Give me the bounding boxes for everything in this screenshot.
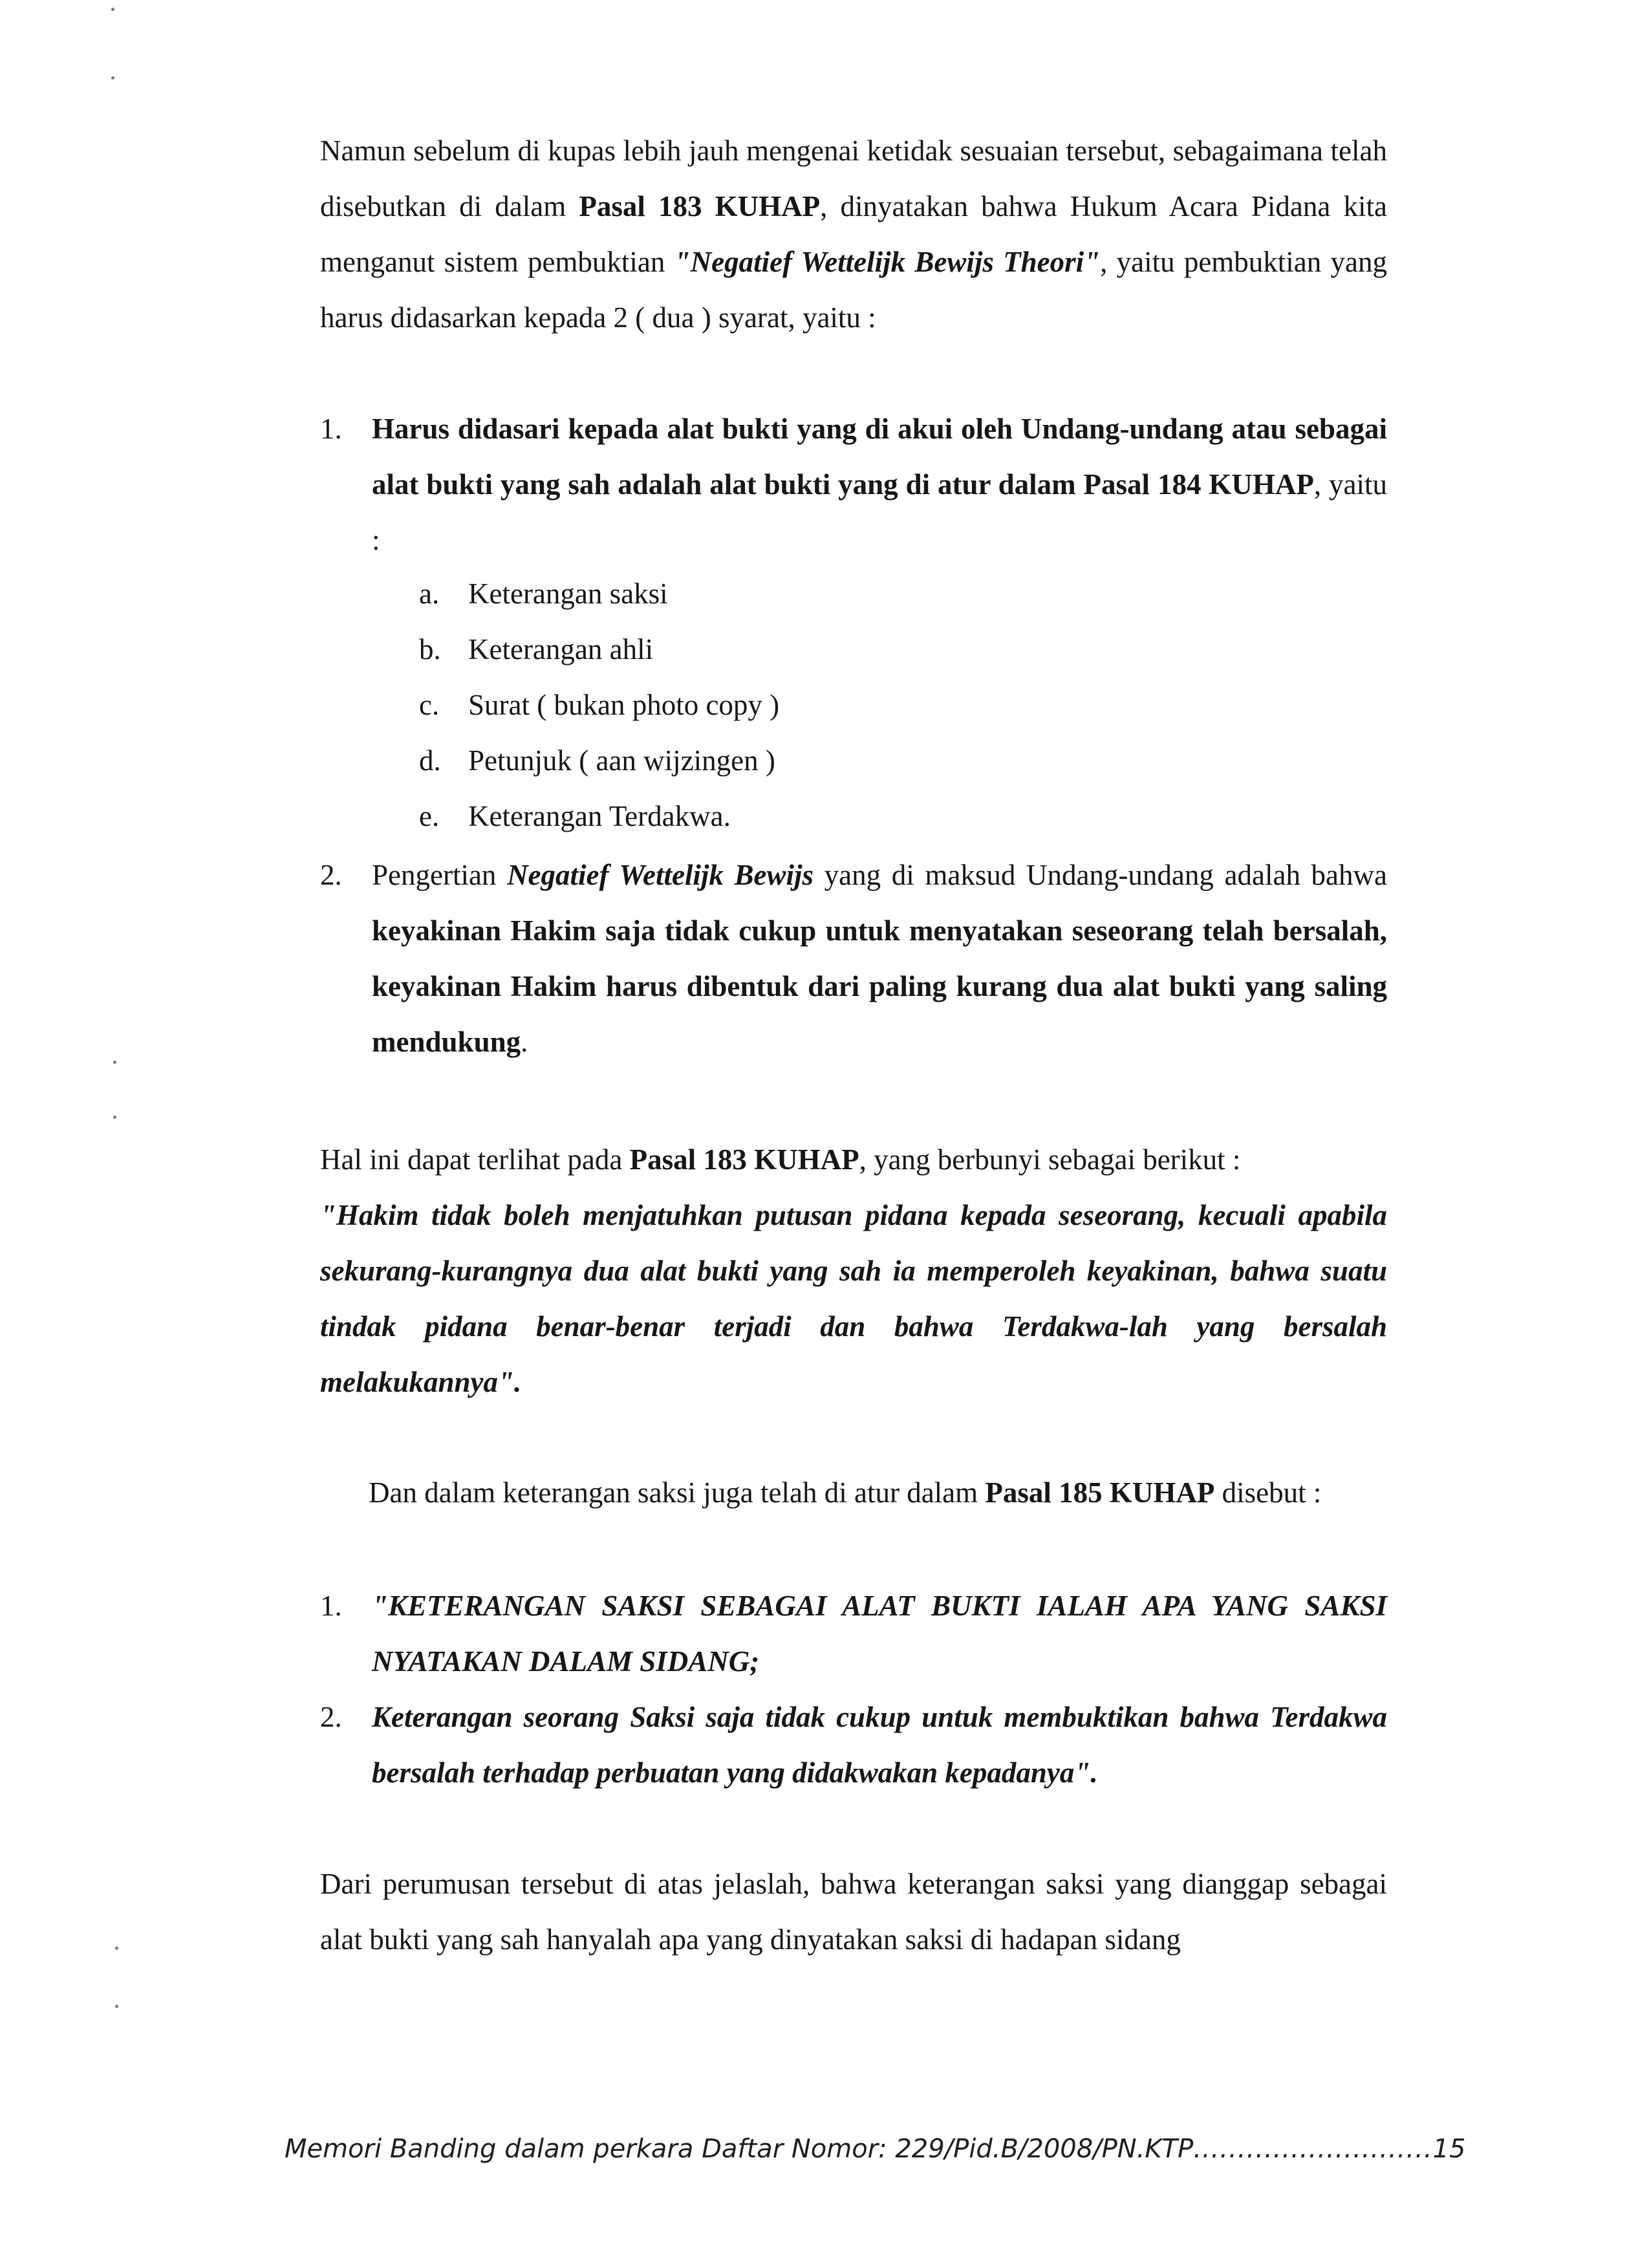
requirement-1-tail: , yaitu : xyxy=(372,468,1388,556)
pasal-185-item-2 xyxy=(320,1689,1387,1800)
scan-speck xyxy=(115,2005,118,2008)
intro-text-3: , yaitu pembuktian yang harus didasarkan kepada 2 ( dua ) syarat, yaitu : xyxy=(320,246,1387,334)
list-number: 2. xyxy=(320,1701,342,1733)
requirement-list-item-2 xyxy=(320,847,1387,1070)
scan-speck xyxy=(115,1947,118,1950)
requirement-list-item-1 xyxy=(320,401,1387,568)
intro-text-1: Namun sebelum di kupas lebih jauh mengenai ketidak sesuaian tersebut, sebagaimana telah disebutkan di dalam xyxy=(320,135,1387,222)
scan-speck xyxy=(111,76,114,80)
para2-pasal: Pasal 183 KUHAP xyxy=(629,1143,859,1176)
sub-text: Keterangan saksi xyxy=(468,578,668,610)
requirement-2-bold: keyakinan Hakim saja tidak cukup untuk menyatakan seseorang telah bersalah, keyakinan Hakim harus dibentuk dari paling kurang dua alat bukti yang saling mendukung xyxy=(372,914,1387,1058)
scan-speck xyxy=(111,8,114,11)
footer-text: Memori Banding dalam perkara Daftar Nomor: 229/Pid.B/2008/PN.KTP xyxy=(285,2134,1194,2164)
sub-text: Surat ( bukan photo copy ) xyxy=(468,689,780,721)
sub-text: Keterangan ahli xyxy=(468,633,654,665)
conclusion-paragraph xyxy=(320,1856,1387,1967)
para3-pre: Dan dalam keterangan saksi juga telah di atur dalam xyxy=(369,1476,986,1509)
intro-pasal-183: Pasal 183 KUHAP xyxy=(579,190,821,222)
pasal-185-item-1-text: "KETERANGAN SAKSI SEBAGAI ALAT BUKTI IALAH APA YANG SAKSI NYATAKAN DALAM SIDANG; xyxy=(372,1590,1387,1678)
intro-paragraph xyxy=(320,123,1387,345)
page-footer xyxy=(285,2134,1466,2164)
sub-text: Keterangan Terdakwa. xyxy=(468,800,731,832)
pasal-183-paragraph xyxy=(320,1132,1387,1410)
sub-letter: e. xyxy=(419,800,440,832)
requirement-2-mid: yang di maksud Undang-undang adalah bahwa xyxy=(814,859,1387,891)
para2-post: , yang berbunyi sebagai berikut : xyxy=(859,1143,1241,1176)
pasal-185-paragraph xyxy=(320,1465,1387,1520)
list-number: 1. xyxy=(320,1590,342,1622)
para3-pasal: Pasal 185 KUHAP xyxy=(985,1476,1215,1509)
sub-item xyxy=(419,788,936,844)
para2-pre: Hal ini dapat terlihat pada xyxy=(320,1143,630,1176)
scan-speck xyxy=(113,1116,116,1119)
list-number: 2. xyxy=(320,859,342,891)
sub-letter: d. xyxy=(419,744,441,777)
intro-text-2: , dinyatakan bahwa Hukum Acara Pidana kita menganut sistem pembuktian xyxy=(320,190,1387,278)
pasal-185-list xyxy=(320,1578,1387,1800)
pasal-183-quote: "Hakim tidak boleh menjatuhkan putusan pidana kepada seseorang, kecuali apabila sekurang-kurangnya dua alat bukti yang sah ia memperoleh keyakinan, bahwa suatu tindak pidana benar-benar terjadi dan bahwa Terdakwa-lah yang bersalah melakukannya". xyxy=(320,1199,1387,1398)
pasal-185-item-2-text: Keterangan seorang Saksi saja tidak cukup untuk membuktikan bahwa Terdakwa bersalah terhadap perbuatan yang didakwakan kepadanya". xyxy=(372,1701,1387,1789)
requirement-2-pre: Pengertian xyxy=(372,859,508,891)
evidence-sublist xyxy=(419,566,936,844)
requirement-1-text: Harus didasari kepada alat bukti yang di akui oleh Undang-undang atau sebagai alat bukti yang sah adalah alat bukti yang di atur dalam Pasal 184 KUHAP xyxy=(372,413,1387,501)
pasal-185-item-1 xyxy=(320,1578,1387,1689)
conclusion-text: Dari perumusan tersebut di atas jelaslah, bahwa keterangan saksi yang dianggap sebagai alat bukti yang sah hanyalah apa yang dinyatakan saksi di hadapan sidang xyxy=(320,1868,1387,1956)
para3-post: disebut : xyxy=(1214,1476,1322,1509)
page-number: 15 xyxy=(1432,2134,1466,2164)
sub-item xyxy=(419,677,936,733)
intro-theory-name: "Negatief Wettelijk Bewijs Theori" xyxy=(674,246,1101,278)
sub-item xyxy=(419,566,936,621)
sub-item xyxy=(419,621,936,677)
sub-letter: c. xyxy=(419,689,440,721)
requirement-2-term: Negatief Wettelijk Bewijs xyxy=(507,859,814,891)
sub-letter: b. xyxy=(419,633,441,665)
sub-letter: a. xyxy=(419,578,440,610)
requirement-2-end: . xyxy=(521,1026,528,1058)
footer-dots: ........................... xyxy=(1193,2134,1433,2164)
sub-item xyxy=(419,733,936,788)
sub-text: Petunjuk ( aan wijzingen ) xyxy=(468,744,775,777)
list-number: 1. xyxy=(320,413,342,445)
scan-speck xyxy=(113,1061,116,1064)
